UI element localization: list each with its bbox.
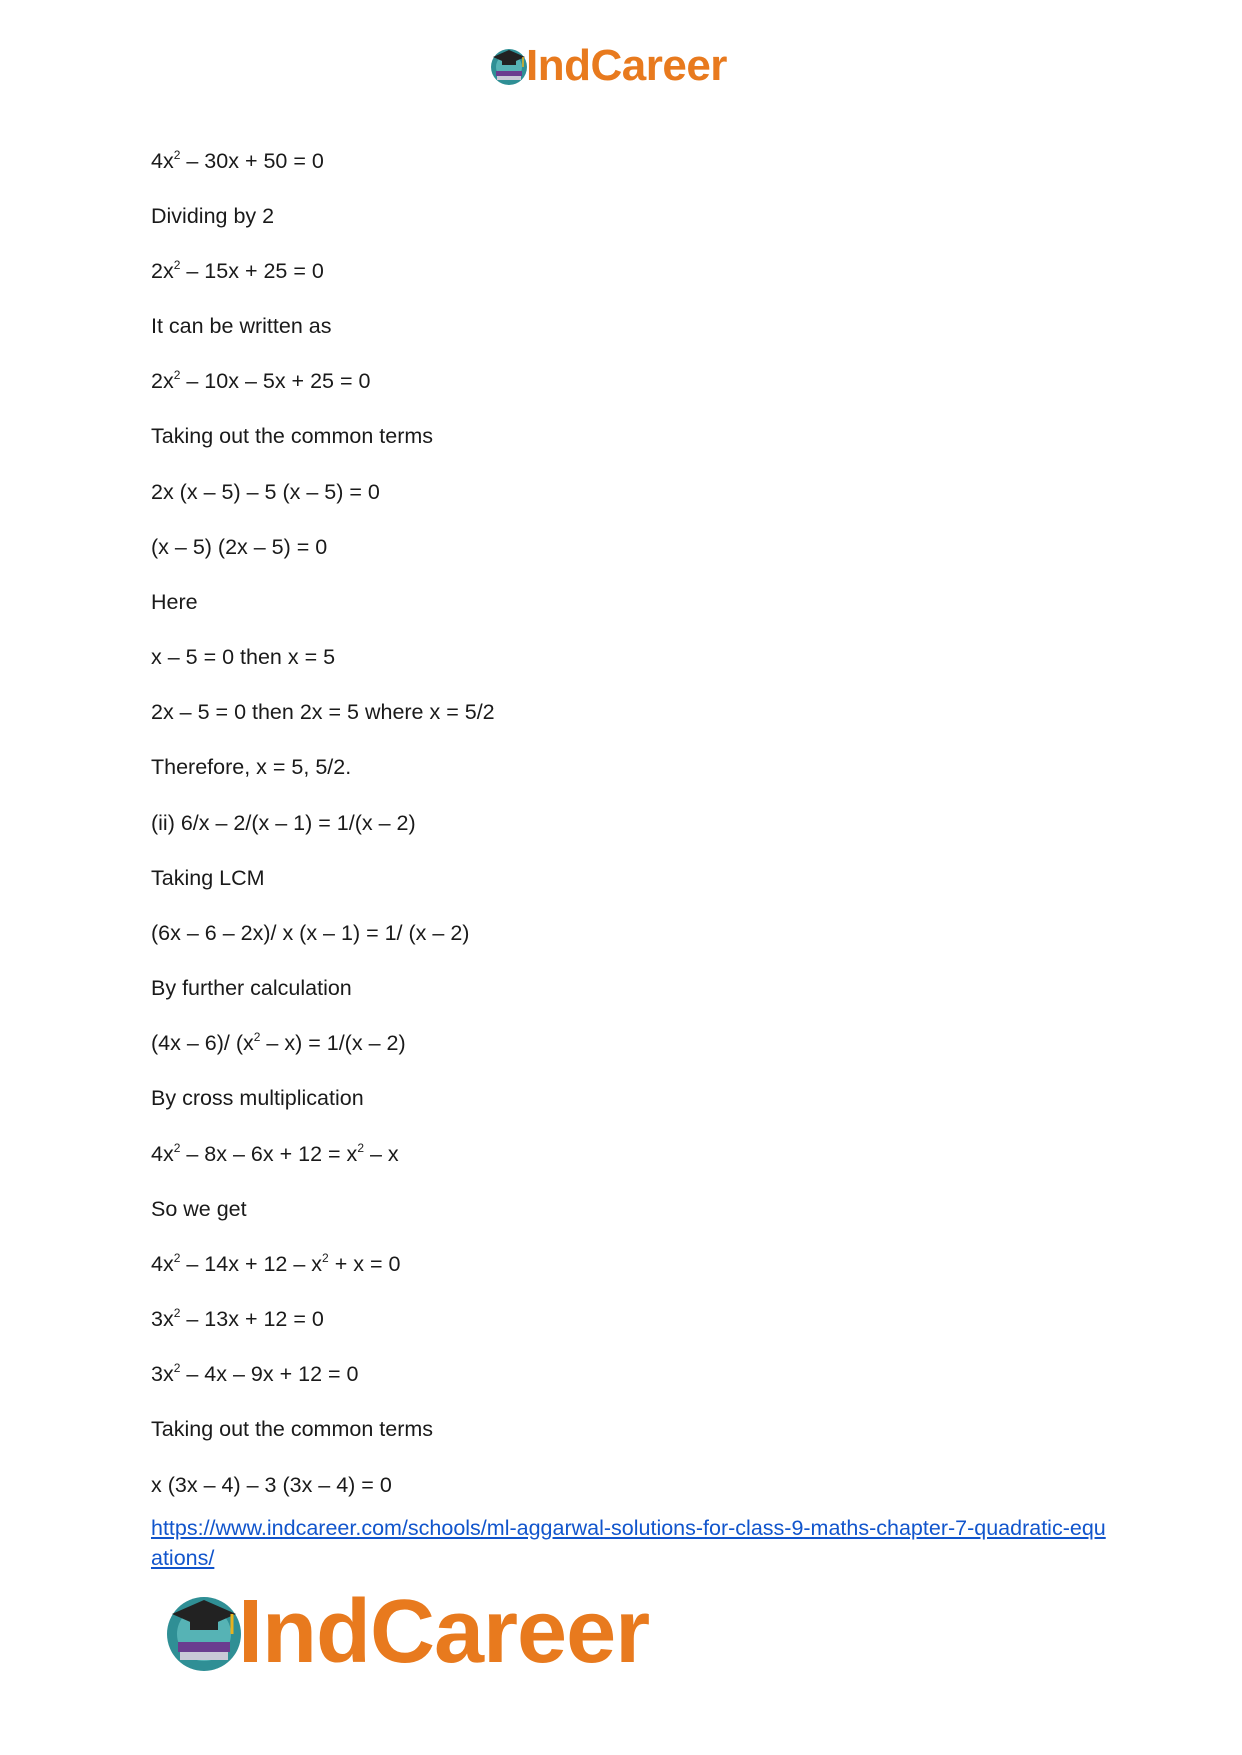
text-line: So we get [151, 1197, 247, 1221]
brand-name: IndCareer [238, 1582, 650, 1682]
text-line: By cross multiplication [151, 1086, 364, 1110]
equation-line: $4x^2 - 14x + 12 - x^2 + x = 0$ [151, 1251, 401, 1276]
equation-line: $4x^2 - 8x - 6x + 12 = x^2 - x$ [151, 1141, 399, 1166]
equation-line: 2x – 5 = 0 then 2x = 5 where x = 5/2 [151, 700, 495, 724]
graduation-cap-book-icon [162, 1590, 246, 1674]
header-logo [488, 42, 758, 90]
graduation-cap-book-icon [488, 45, 530, 87]
equation-line: $2x^2 - 10x - 5x + 25 = 0$ [151, 368, 371, 393]
source-url-link[interactable]: https://www.indcareer.com/schools/ml-aggarwal-solutions-for-class-9-maths-chapter-7-quadratic-equations/ [151, 1516, 1106, 1570]
equation-line: $3x^2 - 4x - 9x + 12 = 0$ [151, 1361, 359, 1386]
equation-line: (4x – 6)/ $(x^2 - x) = 1/(x - 2)$ [151, 1030, 406, 1055]
text-line: Taking LCM [151, 866, 265, 890]
text-line: It can be written as [151, 314, 332, 338]
equation-line: $3x^2 - 13x + 12 = 0$ [151, 1306, 324, 1331]
equation-line: (x – 5) (2x – 5) = 0 [151, 535, 328, 559]
text-line: By further calculation [151, 976, 352, 1000]
text-line: Therefore, x = 5, 5/2. [151, 755, 352, 779]
text-line: Taking out the common terms [151, 424, 434, 448]
text-line: Here [151, 590, 198, 614]
equation-line: (ii) 6/x – 2/(x – 1) = 1/(x – 2) [151, 811, 416, 835]
equation-line: x (3x – 4) – 3 (3x – 4) = 0 [151, 1473, 392, 1497]
footer-logo [162, 1582, 702, 1682]
text-line: Taking out the common terms [151, 1417, 434, 1441]
equation-line: (6x – 6 – 2x)/ x (x – 1) = 1/ (x – 2) [151, 921, 470, 945]
equation-line: $4x^2 - 30x + 50 = 0$ [151, 148, 324, 173]
text-line: Dividing by 2 [151, 204, 275, 228]
equation-line: $2x^2 - 15x + 25 = 0$ [151, 258, 324, 283]
brand-name: IndCareer [526, 41, 727, 90]
equation-line: 2x (x – 5) – 5 (x – 5) = 0 [151, 480, 380, 504]
equation-line: x – 5 = 0 then x = 5 [151, 645, 336, 669]
